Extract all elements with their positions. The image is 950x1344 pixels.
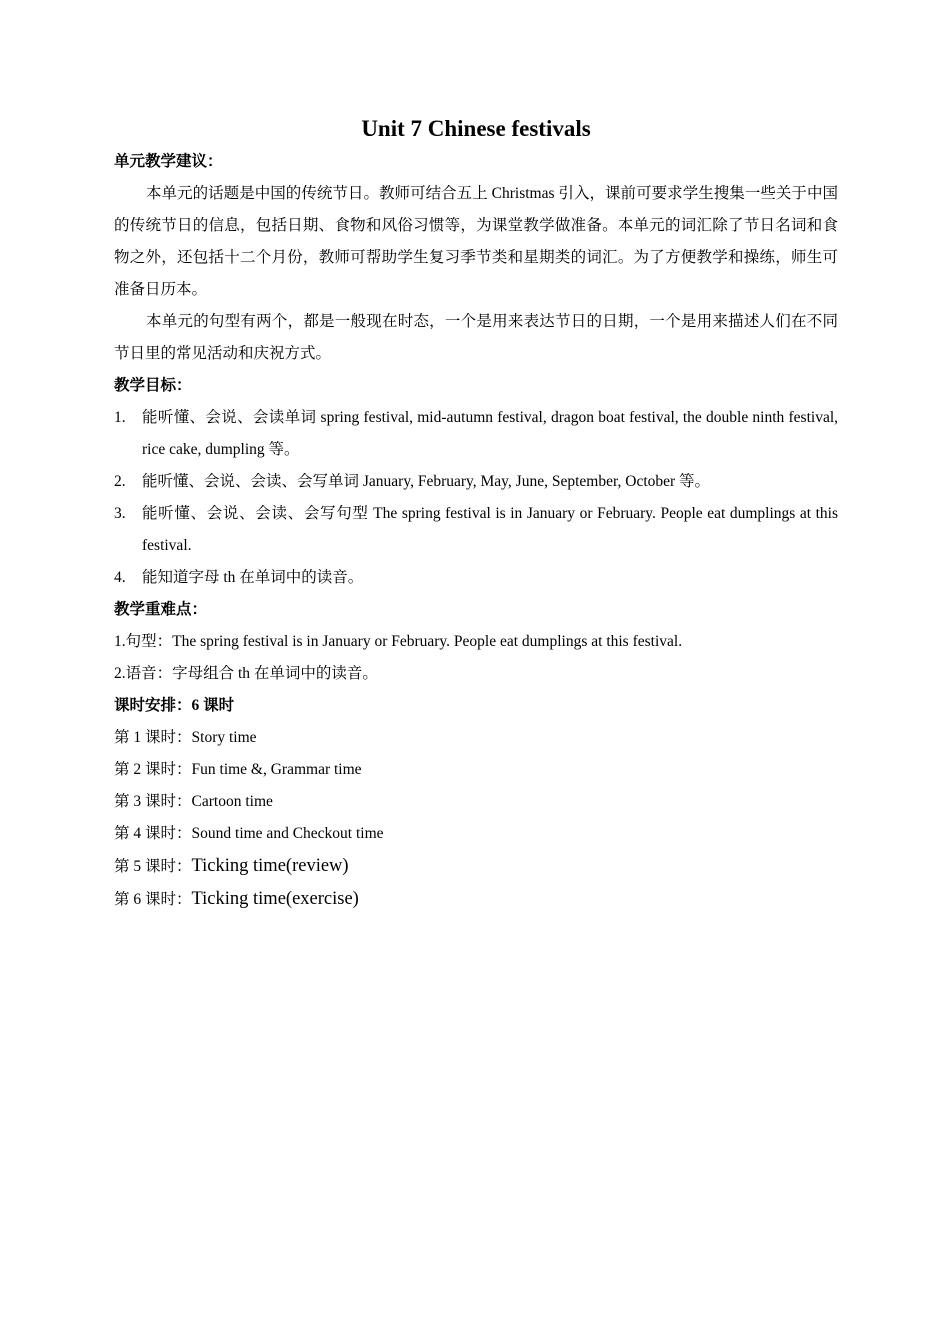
objective-item	[114, 498, 838, 562]
lesson-2	[114, 754, 838, 786]
objective-number: 4.	[114, 569, 126, 586]
suggestions-paragraph-1: 本单元的话题是中国的传统节日。教师可结合五上 Christmas 引入，课前可要求学生搜集一些关于中国的传统节日的信息，包括日期、食物和风俗习惯等，为课堂教学做准备。本单元的词汇除了节日名词和食物之外，还包括十二个月份，教师可帮助学生复习季节类和星期类的词汇。为了方便教学和操练，师生可准备日历本。	[114, 185, 838, 298]
lesson-label: 第 4 课时：	[114, 825, 192, 842]
lesson-content: Sound time and Checkout time	[191, 825, 384, 842]
lesson-content: Fun time &, Grammar time	[191, 761, 362, 778]
lesson-label: 第 5 课时：	[114, 858, 192, 875]
key-point-1: 1.句型：The spring festival is in January or February. People eat dumplings at this festival.	[114, 633, 683, 650]
lesson-content: Ticking time(review)	[191, 856, 349, 876]
lesson-3	[114, 786, 838, 818]
lesson-content: Cartoon time	[191, 793, 273, 810]
objective-item	[114, 466, 838, 498]
objective-item	[114, 402, 838, 466]
lesson-6	[114, 883, 838, 916]
suggestions-paragraph-2: 本单元的句型有两个，都是一般现在时态，一个是用来表达节日的日期，一个是用来描述人们在不同节日里的常见活动和庆祝方式。	[114, 313, 838, 362]
objective-number: 3.	[114, 505, 126, 522]
lesson-label: 第 3 课时：	[114, 793, 192, 810]
objective-number: 1.	[114, 409, 126, 426]
key-points-heading: 教学重难点：	[114, 601, 208, 618]
key-point-2: 2.语音：字母组合 th 在单词中的读音。	[114, 665, 378, 682]
lesson-1	[114, 722, 838, 754]
objective-number: 2.	[114, 473, 126, 490]
objective-text: 能听懂、会说、会读单词 spring festival, mid-autumn festival, dragon boat festival, the double ninth festival, rice cake, dumpling 等。	[142, 409, 838, 458]
document-page	[114, 112, 838, 916]
lesson-4	[114, 818, 838, 850]
lesson-label: 第 6 课时：	[114, 891, 192, 908]
objective-text: 能听懂、会说、会读、会写句型 The spring festival is in January or February. People eat dumplings at this festival.	[142, 505, 838, 554]
schedule-heading: 课时安排：6 课时	[114, 697, 235, 714]
lesson-content: Story time	[191, 729, 257, 746]
objectives-list	[114, 402, 838, 594]
lesson-5	[114, 850, 838, 883]
lesson-label: 第 2 课时：	[114, 761, 192, 778]
lesson-label: 第 1 课时：	[114, 729, 192, 746]
objective-item	[114, 562, 838, 594]
suggestions-heading: 单元教学建议：	[114, 153, 223, 170]
objective-text: 能知道字母 th 在单词中的读音。	[142, 569, 364, 586]
lesson-content: Ticking time(exercise)	[191, 889, 359, 909]
document-title: Unit 7 Chinese festivals	[361, 116, 591, 141]
objectives-heading: 教学目标：	[114, 377, 192, 394]
objective-text: 能听懂、会说、会读、会写单词 January, February, May, June, September, October 等。	[142, 473, 711, 490]
